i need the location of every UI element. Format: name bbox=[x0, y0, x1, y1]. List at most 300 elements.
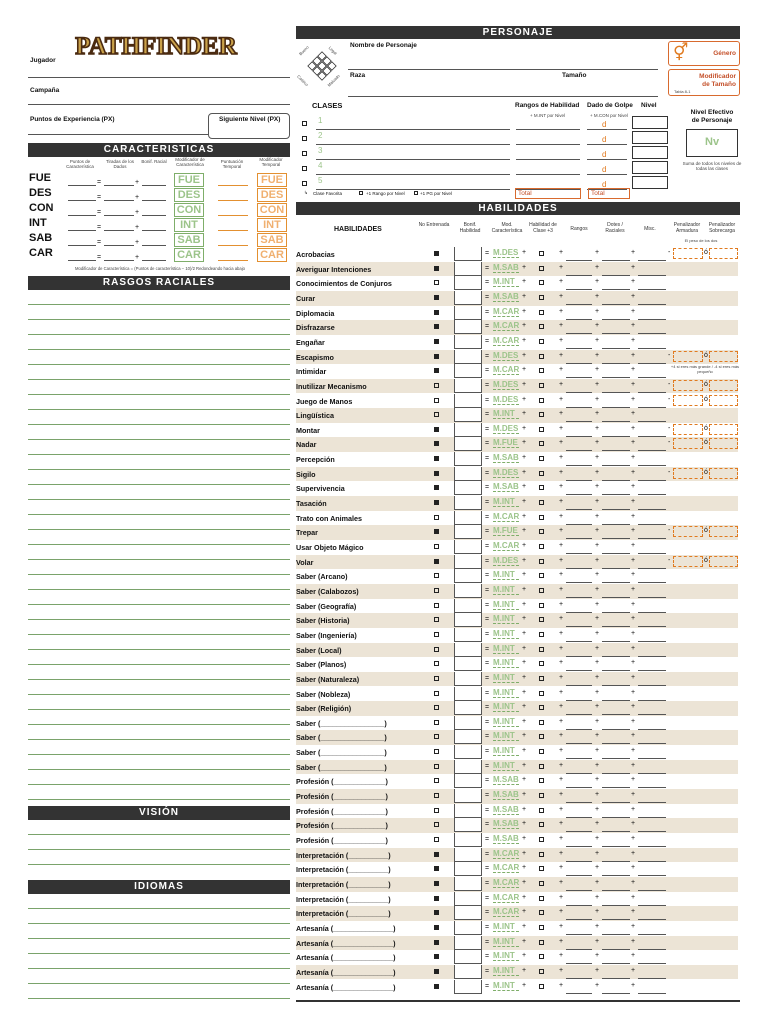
skill-total-field[interactable] bbox=[454, 716, 482, 730]
stat-sab-racial[interactable] bbox=[142, 245, 166, 246]
skill-total-field[interactable] bbox=[454, 291, 482, 305]
encumbrance-penalty-field[interactable] bbox=[709, 248, 738, 259]
class-skill-check[interactable] bbox=[539, 837, 544, 842]
skill-total-field[interactable] bbox=[454, 437, 482, 451]
class-3-num: 3 bbox=[318, 146, 323, 155]
plus-sign: + bbox=[522, 673, 527, 681]
plus-sign: + bbox=[559, 498, 564, 506]
skill-ability-mod[interactable]: M.INT bbox=[493, 409, 519, 419]
stat-car-points[interactable] bbox=[68, 260, 96, 261]
stat-int-racial[interactable] bbox=[142, 230, 166, 231]
plus-sign: + bbox=[522, 835, 527, 842]
skill-total-field[interactable] bbox=[454, 628, 482, 642]
skill-total-field[interactable] bbox=[454, 906, 482, 920]
skill-ability-mod[interactable]: M.CAR bbox=[493, 907, 520, 917]
siguiente-nivel-box[interactable] bbox=[208, 113, 290, 139]
skill-total-field[interactable] bbox=[454, 643, 482, 657]
stat-fue-modtemp[interactable]: FUE bbox=[257, 173, 287, 187]
skill-total-field[interactable] bbox=[454, 262, 482, 276]
stat-des-points[interactable] bbox=[68, 200, 96, 201]
skill-total-field[interactable] bbox=[454, 862, 482, 876]
skill-ability-mod[interactable]: M.INT bbox=[493, 673, 519, 683]
skill-ability-mod[interactable]: M.FUE bbox=[493, 526, 518, 536]
class-skill-check[interactable] bbox=[539, 500, 544, 505]
class-skill-check[interactable] bbox=[539, 925, 544, 930]
class-3-hd[interactable] bbox=[587, 159, 627, 160]
stat-car-roll[interactable] bbox=[104, 260, 134, 261]
skill-total-field[interactable] bbox=[454, 555, 482, 569]
skill-total-field[interactable] bbox=[454, 481, 482, 495]
vision-lines[interactable] bbox=[28, 820, 290, 876]
stat-int-roll[interactable] bbox=[104, 230, 134, 231]
stat-sab-mod[interactable]: SAB bbox=[174, 233, 204, 247]
class-1-ranks[interactable] bbox=[516, 129, 580, 130]
plus-sign: + bbox=[559, 615, 564, 623]
class-skill-check[interactable] bbox=[539, 310, 544, 315]
class-skill-check[interactable] bbox=[539, 822, 544, 827]
class-skill-check[interactable] bbox=[539, 940, 544, 945]
skill-ability-mod[interactable]: M.DES bbox=[493, 379, 519, 389]
stat-car-modtemp[interactable]: CAR bbox=[257, 248, 287, 262]
plus-sign: + bbox=[559, 600, 564, 608]
class-skill-check[interactable] bbox=[539, 603, 544, 608]
untrained-marker bbox=[434, 280, 439, 285]
class-skill-check[interactable] bbox=[539, 280, 544, 285]
stat-int-points[interactable] bbox=[68, 230, 96, 231]
encumbrance-penalty-field[interactable] bbox=[709, 438, 738, 449]
stat-con-racial[interactable] bbox=[142, 215, 166, 216]
class-skill-check[interactable] bbox=[539, 778, 544, 783]
skill-ability-mod[interactable]: M.INT bbox=[493, 761, 519, 771]
skill-total-field[interactable] bbox=[454, 584, 482, 598]
stat-fue-roll[interactable] bbox=[104, 185, 134, 186]
equals-sign: = bbox=[485, 425, 490, 433]
jugador-line[interactable] bbox=[28, 77, 290, 78]
skill-total-field[interactable] bbox=[454, 335, 482, 349]
class-skill-check[interactable] bbox=[539, 266, 544, 271]
stat-con-temp[interactable] bbox=[218, 215, 248, 216]
class-4-favorite-check[interactable] bbox=[302, 166, 307, 171]
skill-total-field[interactable] bbox=[454, 965, 482, 979]
skill-total-field[interactable] bbox=[454, 892, 482, 906]
skill-total-field[interactable] bbox=[454, 701, 482, 715]
class-skill-check[interactable] bbox=[539, 368, 544, 373]
class-skill-check[interactable] bbox=[539, 910, 544, 915]
class-skill-check[interactable] bbox=[539, 852, 544, 857]
skill-ability-mod[interactable]: M.SAB bbox=[493, 819, 519, 829]
skill-ability-mod[interactable]: M.SAB bbox=[493, 482, 519, 492]
armor-penalty-field[interactable] bbox=[673, 526, 703, 537]
mod-tamano-box[interactable] bbox=[668, 69, 740, 96]
plus-sign: + bbox=[522, 820, 527, 828]
class-skill-check[interactable] bbox=[539, 324, 544, 329]
total-hd-box[interactable] bbox=[588, 188, 630, 199]
skill-ability-mod[interactable]: M.FUE bbox=[493, 438, 518, 448]
stat-des-modtemp[interactable]: DES bbox=[257, 188, 287, 202]
skill-total-field[interactable] bbox=[454, 394, 482, 408]
skill-total-field[interactable] bbox=[454, 599, 482, 613]
stat-int-modtemp[interactable]: INT bbox=[257, 218, 287, 232]
encumbrance-penalty-field[interactable] bbox=[709, 395, 738, 406]
skill-ability-mod[interactable]: M.INT bbox=[493, 951, 519, 961]
class-2-name[interactable] bbox=[316, 144, 510, 145]
or-sign: ó bbox=[704, 424, 708, 432]
skill-total-field[interactable] bbox=[454, 657, 482, 671]
skill-ability-mod[interactable]: M.DES bbox=[493, 350, 519, 360]
stat-fue-temp[interactable] bbox=[218, 185, 248, 186]
class-skill-check[interactable] bbox=[539, 617, 544, 622]
skill-total-field[interactable] bbox=[454, 569, 482, 583]
armor-penalty-field[interactable] bbox=[673, 351, 703, 362]
skill-ability-mod[interactable]: M.CAR bbox=[493, 877, 520, 887]
stat-fue-mod[interactable]: FUE bbox=[174, 173, 204, 187]
skill-ability-mod[interactable]: M.INT bbox=[493, 981, 519, 991]
class-skill-check[interactable] bbox=[539, 441, 544, 446]
class-2-favorite-check[interactable] bbox=[302, 136, 307, 141]
stat-con-mod[interactable]: CON bbox=[174, 203, 204, 217]
skill-total-field[interactable] bbox=[454, 496, 482, 510]
class-row-3[interactable] bbox=[300, 146, 670, 160]
skill-total-field[interactable] bbox=[454, 511, 482, 525]
class-skill-check[interactable] bbox=[539, 691, 544, 696]
class-4-level[interactable] bbox=[632, 161, 668, 174]
class-skill-check[interactable] bbox=[539, 705, 544, 710]
stat-sab-points[interactable] bbox=[68, 245, 96, 246]
stat-fue-points[interactable] bbox=[68, 185, 96, 186]
class-skill-check[interactable] bbox=[539, 383, 544, 388]
plus-sign: + bbox=[631, 351, 636, 359]
class-skill-check[interactable] bbox=[539, 793, 544, 798]
class-skill-check[interactable] bbox=[539, 720, 544, 725]
skill-ability-mod[interactable]: M.CAR bbox=[493, 541, 520, 550]
armor-penalty-field[interactable] bbox=[673, 438, 703, 449]
class-skill-check[interactable] bbox=[539, 398, 544, 403]
skill-ability-mod[interactable]: M.SAB bbox=[493, 262, 519, 272]
skill-name: Curar bbox=[296, 293, 316, 303]
plus-sign: + bbox=[559, 776, 564, 784]
class-row-1[interactable] bbox=[300, 116, 670, 130]
skill-ability-mod[interactable]: M.SAB bbox=[493, 291, 519, 301]
skill-ability-mod[interactable]: M.INT bbox=[493, 570, 519, 580]
alignment-grid[interactable] bbox=[296, 44, 344, 88]
class-skill-check[interactable] bbox=[539, 808, 544, 813]
skill-total-field[interactable] bbox=[454, 350, 482, 364]
class-skill-check[interactable] bbox=[539, 339, 544, 344]
class-skill-check[interactable] bbox=[539, 251, 544, 256]
skill-total-field[interactable] bbox=[454, 833, 482, 847]
stat-con-roll[interactable] bbox=[104, 215, 134, 216]
skill-total-field[interactable] bbox=[454, 467, 482, 481]
untrained-marker bbox=[434, 427, 439, 432]
skill-total-field[interactable] bbox=[454, 877, 482, 891]
class-2-level[interactable] bbox=[632, 131, 668, 144]
stat-int-temp[interactable] bbox=[218, 230, 248, 231]
class-skill-check[interactable] bbox=[539, 544, 544, 549]
encumbrance-penalty-field[interactable] bbox=[709, 351, 738, 362]
equals-sign: = bbox=[485, 586, 490, 594]
encumbrance-penalty-field[interactable] bbox=[709, 468, 738, 479]
class-1-favorite-check[interactable] bbox=[302, 121, 307, 126]
stat-car-temp[interactable] bbox=[218, 260, 248, 261]
skill-total-field[interactable] bbox=[454, 306, 482, 320]
skill-total-field[interactable] bbox=[454, 760, 482, 774]
campana-line[interactable] bbox=[28, 104, 290, 105]
plus-sign: + bbox=[522, 498, 527, 506]
stat-des-racial[interactable] bbox=[142, 200, 166, 201]
skill-ability-mod[interactable]: M.INT bbox=[493, 731, 519, 741]
skill-name: Interpretación (__________) bbox=[296, 879, 391, 889]
stat-des-roll[interactable] bbox=[104, 200, 134, 201]
skill-ability-mod[interactable]: M.INT bbox=[493, 746, 519, 756]
skill-total-field[interactable] bbox=[454, 921, 482, 935]
skill-total-field[interactable] bbox=[454, 452, 482, 466]
skill-row bbox=[296, 437, 738, 452]
skill-name: Saber (Nobleza) bbox=[296, 689, 351, 699]
skill-total-field[interactable] bbox=[454, 408, 482, 422]
skill-row bbox=[296, 774, 738, 789]
class-skill-check[interactable] bbox=[539, 676, 544, 681]
skill-name: Juego de Manos bbox=[296, 396, 353, 406]
skill-total-field[interactable] bbox=[454, 789, 482, 803]
skill-total-field[interactable] bbox=[454, 364, 482, 378]
skill-ability-mod[interactable]: M.INT bbox=[493, 600, 519, 610]
skill-ability-mod[interactable]: M.DES bbox=[493, 467, 519, 477]
skill-ability-mod[interactable]: M.INT bbox=[493, 585, 519, 595]
skill-row bbox=[296, 950, 738, 965]
armor-penalty-field[interactable] bbox=[673, 424, 703, 435]
class-4-name[interactable] bbox=[316, 174, 510, 175]
class-skill-check[interactable] bbox=[539, 647, 544, 652]
skill-ability-mod[interactable]: M.SAB bbox=[493, 790, 519, 800]
skill-ability-mod[interactable]: M.INT bbox=[493, 658, 519, 668]
stat-sab-modtemp[interactable]: SAB bbox=[257, 233, 287, 247]
skill-total-field[interactable] bbox=[454, 540, 482, 554]
ranks-field[interactable] bbox=[566, 993, 592, 994]
skill-ability-mod[interactable]: M.CAR bbox=[493, 892, 520, 902]
nivel-efectivo-box[interactable] bbox=[686, 129, 738, 157]
skill-ability-mod[interactable]: M.INT bbox=[493, 644, 519, 654]
skill-total-field[interactable] bbox=[454, 804, 482, 818]
skill-ability-mod[interactable]: M.SAB bbox=[493, 804, 519, 814]
class-skill-check[interactable] bbox=[539, 734, 544, 739]
armor-penalty-field[interactable] bbox=[673, 380, 703, 391]
class-skill-check[interactable] bbox=[539, 427, 544, 432]
idiomas-lines[interactable] bbox=[28, 894, 290, 1000]
genero-box[interactable] bbox=[668, 41, 740, 66]
plus-sign: + bbox=[522, 322, 527, 330]
skill-row bbox=[296, 364, 738, 379]
car-header-temp: Puntuación Temporal bbox=[220, 159, 244, 169]
class-4-hd[interactable] bbox=[587, 174, 627, 175]
skill-ability-mod[interactable]: M.INT bbox=[493, 614, 519, 624]
car-header-tiradas: Tiradas de los Dados bbox=[105, 159, 135, 169]
class-5-level[interactable] bbox=[632, 176, 668, 189]
skill-ability-mod[interactable]: M.INT bbox=[493, 277, 519, 287]
stat-des-temp[interactable] bbox=[218, 200, 248, 201]
raza-line[interactable] bbox=[348, 96, 658, 97]
skill-total-field[interactable] bbox=[454, 379, 482, 393]
class-4-num: 4 bbox=[318, 161, 323, 170]
skill-ability-mod[interactable]: M.DES bbox=[493, 248, 519, 257]
feats-field[interactable] bbox=[602, 993, 630, 994]
class-3-favorite-check[interactable] bbox=[302, 151, 307, 156]
stat-con-modtemp[interactable]: CON bbox=[257, 203, 287, 217]
class-skill-check[interactable] bbox=[539, 485, 544, 490]
rasgos-lines[interactable] bbox=[28, 290, 290, 802]
skill-ability-mod[interactable]: M.DES bbox=[493, 555, 519, 565]
skill-ability-mod[interactable]: M.INT bbox=[493, 922, 519, 932]
px-line[interactable] bbox=[28, 134, 208, 135]
stat-car-mod[interactable]: CAR bbox=[174, 248, 204, 262]
class-skill-check[interactable] bbox=[539, 661, 544, 666]
plus-sign: + bbox=[631, 791, 636, 799]
stat-sab-roll[interactable] bbox=[104, 245, 134, 246]
class-skill-check[interactable] bbox=[539, 749, 544, 754]
equals-sign: = bbox=[485, 499, 490, 507]
skill-total-field[interactable] bbox=[454, 818, 482, 832]
class-skill-check[interactable] bbox=[539, 969, 544, 974]
plus-sign: + bbox=[559, 336, 564, 344]
skill-ability-mod[interactable]: M.CAR bbox=[493, 306, 520, 316]
skill-ability-mod[interactable]: M.INT bbox=[493, 717, 519, 727]
armor-penalty-field[interactable] bbox=[673, 248, 703, 259]
class-skill-check[interactable] bbox=[539, 515, 544, 520]
skill-ability-mod[interactable]: M.CAR bbox=[493, 848, 520, 858]
total-ranks-box[interactable] bbox=[515, 188, 581, 199]
class-skill-check[interactable] bbox=[539, 573, 544, 578]
plus-sign: + bbox=[631, 864, 636, 872]
encumbrance-penalty-field[interactable] bbox=[709, 526, 738, 537]
skill-ability-mod[interactable]: M.DES bbox=[493, 394, 519, 404]
class-skill-check[interactable] bbox=[539, 559, 544, 564]
stat-car-racial[interactable] bbox=[142, 260, 166, 261]
nombre-line[interactable] bbox=[348, 69, 658, 70]
skill-total-field[interactable] bbox=[454, 247, 482, 261]
class-skill-check[interactable] bbox=[539, 954, 544, 959]
skill-ability-mod[interactable]: M.INT bbox=[493, 688, 519, 698]
skill-total-field[interactable] bbox=[454, 613, 482, 627]
class-skill-check[interactable] bbox=[539, 529, 544, 534]
skill-ability-mod[interactable]: M.SAB bbox=[493, 775, 519, 785]
skill-total-field[interactable] bbox=[454, 672, 482, 686]
skill-total-field[interactable] bbox=[454, 848, 482, 862]
class-4-ranks[interactable] bbox=[516, 174, 580, 175]
class-skill-check[interactable] bbox=[539, 984, 544, 989]
plus-sign: + bbox=[595, 468, 600, 476]
skill-total-field[interactable] bbox=[454, 320, 482, 334]
class-2-hd[interactable] bbox=[587, 144, 627, 145]
skill-name: Sigilo bbox=[296, 469, 316, 479]
tamano-label: Tamaño bbox=[562, 72, 587, 79]
skill-total-field[interactable] bbox=[454, 950, 482, 964]
skill-total-field[interactable] bbox=[454, 525, 482, 539]
skill-total-field[interactable] bbox=[454, 774, 482, 788]
stat-fue-racial[interactable] bbox=[142, 185, 166, 186]
equals-sign: = bbox=[485, 616, 490, 624]
plus-sign: + bbox=[595, 615, 600, 623]
encumbrance-penalty-field[interactable] bbox=[709, 556, 738, 567]
skill-ability-mod[interactable]: M.INT bbox=[493, 629, 519, 639]
skill-ability-mod[interactable]: M.CAR bbox=[493, 365, 520, 375]
class-skill-check[interactable] bbox=[539, 588, 544, 593]
stat-sab-temp[interactable] bbox=[218, 245, 248, 246]
minus-sign: - bbox=[668, 527, 671, 535]
plus-sign: + bbox=[522, 937, 527, 945]
class-skill-check[interactable] bbox=[539, 471, 544, 476]
skill-ability-mod[interactable]: M.SAB bbox=[493, 834, 519, 843]
armor-penalty-field[interactable] bbox=[673, 395, 703, 406]
plus-sign: + bbox=[522, 366, 527, 374]
plus-sign: + bbox=[559, 937, 564, 945]
skill-ability-mod[interactable]: M.INT bbox=[493, 497, 519, 507]
armor-penalty-field[interactable] bbox=[673, 468, 703, 479]
class-skill-check[interactable] bbox=[539, 632, 544, 637]
class-skill-check[interactable] bbox=[539, 354, 544, 359]
class-2-ranks[interactable] bbox=[516, 144, 580, 145]
class-row-4[interactable] bbox=[300, 161, 670, 175]
skill-total-field[interactable] bbox=[454, 730, 482, 744]
skill-ability-mod[interactable]: M.DES bbox=[493, 423, 519, 433]
class-skill-check[interactable] bbox=[539, 456, 544, 461]
class-skill-check[interactable] bbox=[539, 295, 544, 300]
fav-hp-label: +1 PG por Nivel bbox=[420, 191, 452, 196]
class-skill-check[interactable] bbox=[539, 881, 544, 886]
plus-sign: + bbox=[559, 424, 564, 432]
skill-total-field[interactable] bbox=[454, 423, 482, 437]
encumbrance-penalty-field[interactable] bbox=[709, 380, 738, 391]
plus-sign: + bbox=[631, 468, 636, 476]
skill-ability-mod[interactable]: M.INT bbox=[493, 702, 519, 712]
stat-int-mod[interactable]: INT bbox=[174, 218, 204, 232]
class-3-level[interactable] bbox=[632, 146, 668, 159]
misc-field[interactable] bbox=[638, 993, 666, 994]
stat-des-mod[interactable]: DES bbox=[174, 188, 204, 202]
class-1-hd[interactable] bbox=[587, 129, 627, 130]
class-skill-check[interactable] bbox=[539, 412, 544, 417]
plus-sign: + bbox=[559, 556, 564, 564]
class-row-2[interactable] bbox=[300, 131, 670, 145]
class-1-name[interactable] bbox=[316, 129, 510, 130]
skill-name: Profesión (_____________) bbox=[296, 821, 388, 831]
class-3-ranks[interactable] bbox=[516, 159, 580, 160]
skill-ability-mod[interactable]: M.CAR bbox=[493, 511, 520, 521]
skill-total-field[interactable] bbox=[454, 687, 482, 701]
armor-penalty-field[interactable] bbox=[673, 556, 703, 567]
class-skill-check[interactable] bbox=[539, 896, 544, 901]
stat-con-points[interactable] bbox=[68, 215, 96, 216]
skill-total-field[interactable] bbox=[454, 980, 482, 994]
skill-total-field[interactable] bbox=[454, 745, 482, 759]
skill-row bbox=[296, 276, 738, 291]
class-skill-check[interactable] bbox=[539, 764, 544, 769]
class-1-level[interactable] bbox=[632, 116, 668, 129]
skill-ability-mod[interactable]: M.CAR bbox=[493, 335, 520, 345]
skill-total-field[interactable] bbox=[454, 276, 482, 290]
skill-ability-mod[interactable]: M.CAR bbox=[493, 321, 520, 331]
plus-sign: + bbox=[631, 747, 636, 755]
plus-sign: + bbox=[595, 717, 600, 725]
skill-ability-mod[interactable]: M.CAR bbox=[493, 863, 520, 873]
class-skill-check[interactable] bbox=[539, 866, 544, 871]
class-3-name[interactable] bbox=[316, 159, 510, 160]
encumbrance-penalty-field[interactable] bbox=[709, 424, 738, 435]
plus-sign: + bbox=[631, 805, 636, 813]
skill-ability-mod[interactable]: M.INT bbox=[493, 937, 519, 947]
skill-ability-mod[interactable]: M.SAB bbox=[493, 453, 519, 463]
skill-total-field[interactable] bbox=[454, 936, 482, 950]
skill-ability-mod[interactable]: M.INT bbox=[493, 966, 519, 976]
class-5-favorite-check[interactable] bbox=[302, 181, 307, 186]
